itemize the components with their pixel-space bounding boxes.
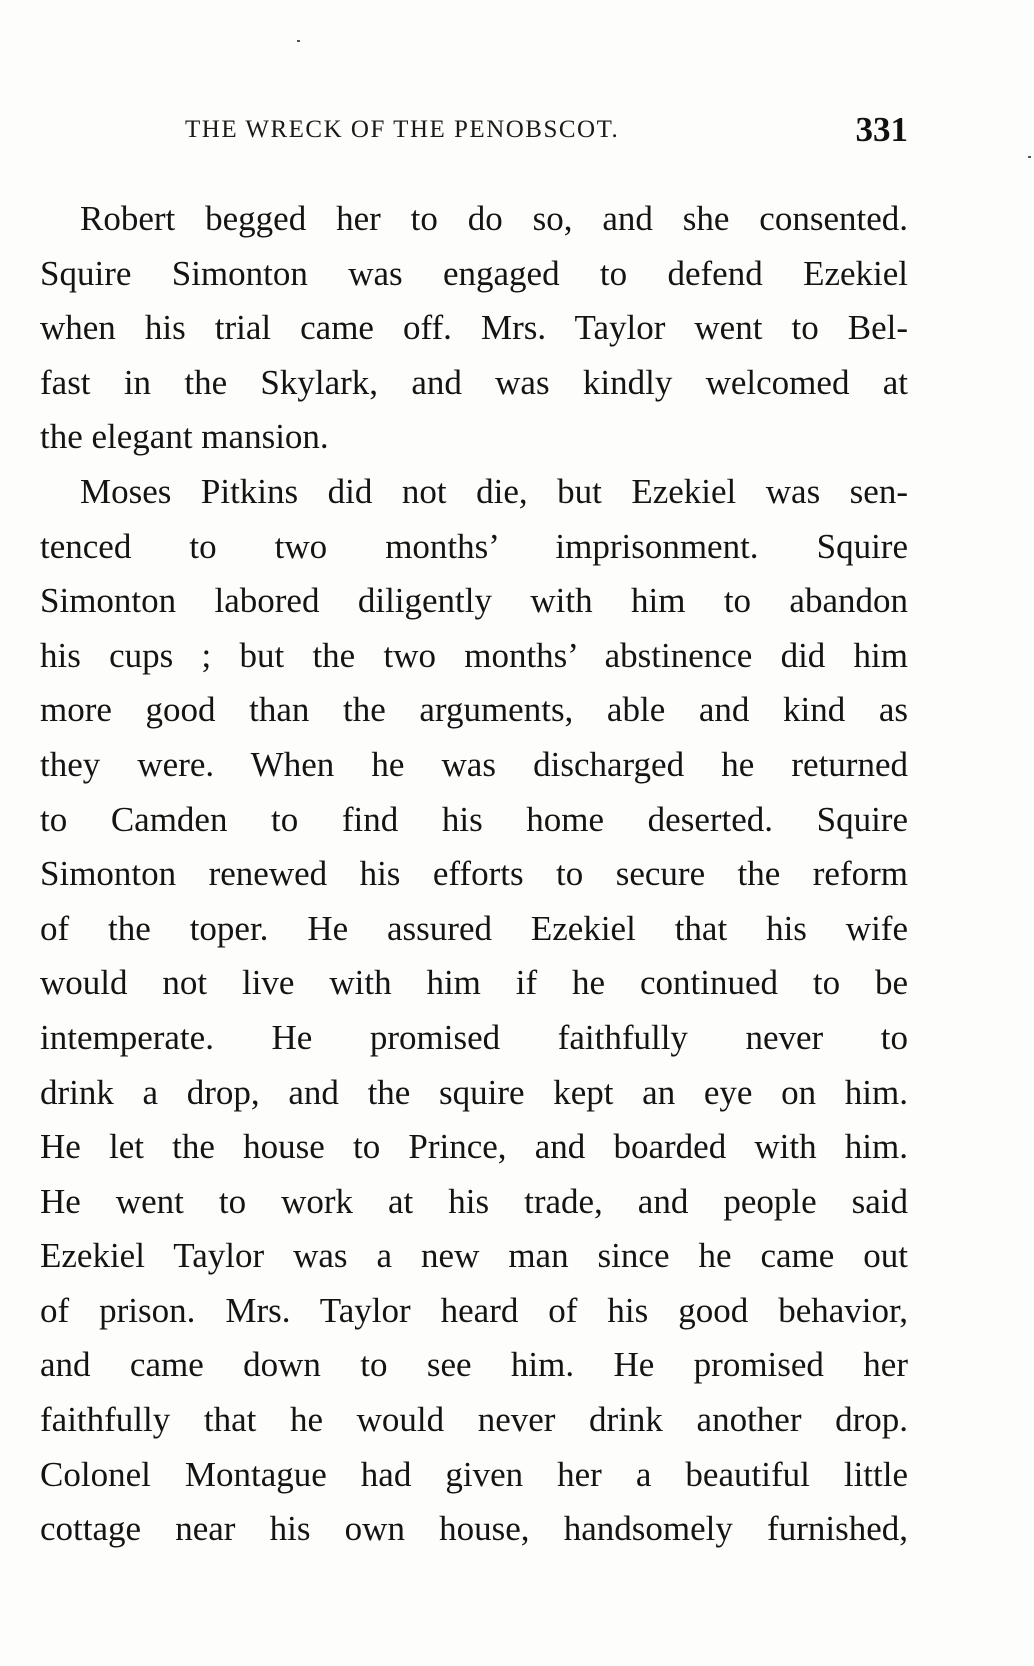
text-line: of prison. Mrs. Taylor heard of his good behavior, — [40, 1290, 908, 1330]
text-line: the elegant mansion. — [40, 417, 329, 457]
text-line: and came down to see him. He promised her — [40, 1345, 908, 1385]
scan-speck — [1028, 156, 1031, 158]
text-line: cottage near his own house, handsomely furnished, — [40, 1509, 908, 1549]
text-line: Simonton renewed his efforts to secure the reform — [40, 854, 908, 894]
text-line: faithfully that he would never drink another drop. — [40, 1400, 908, 1440]
text-line: Colonel Montague had given her a beautiful little — [40, 1454, 908, 1494]
text-line: to Camden to find his home deserted. Squire — [40, 799, 908, 839]
text-line: when his trial came off. Mrs. Taylor went to Bel- — [40, 308, 908, 348]
text-line: Squire Simonton was engaged to defend Ezekiel — [40, 253, 908, 293]
text-line: fast in the Skylark, and was kindly welcomed at — [40, 362, 908, 402]
text-line: drink a drop, and the squire kept an eye on him. — [40, 1072, 908, 1112]
text-line: of the toper. He assured Ezekiel that his wife — [40, 908, 908, 948]
text-line: his cups ; but the two months’ abstinence did him — [40, 635, 908, 675]
text-line: Ezekiel Taylor was a new man since he came out — [40, 1236, 908, 1276]
text-line: He went to work at his trade, and people said — [40, 1181, 908, 1221]
running-header — [172, 112, 908, 152]
text-line: more good than the arguments, able and kind as — [40, 690, 908, 730]
scan-speck — [297, 40, 300, 42]
text-line: they were. When he was discharged he returned — [40, 744, 908, 784]
paragraph — [40, 465, 908, 1557]
text-line: He let the house to Prince, and boarded with him. — [40, 1127, 908, 1167]
page-number: 331 — [855, 110, 908, 149]
text-line: Robert begged her to do so, and she consented. — [80, 199, 908, 238]
text-line: Simonton labored diligently with him to abandon — [40, 581, 908, 621]
text-line: intemperate. He promised faithfully never to — [40, 1017, 908, 1057]
running-head-title: THE WRECK OF THE PENOBSCOT. — [185, 116, 620, 143]
text-line: tenced to two months’ imprisonment. Squire — [40, 526, 908, 566]
paragraph — [40, 192, 908, 465]
text-line: would not live with him if he continued to be — [40, 963, 908, 1003]
text-line: Moses Pitkins did not die, but Ezekiel was sen- — [80, 471, 908, 511]
body-text — [40, 192, 908, 1557]
